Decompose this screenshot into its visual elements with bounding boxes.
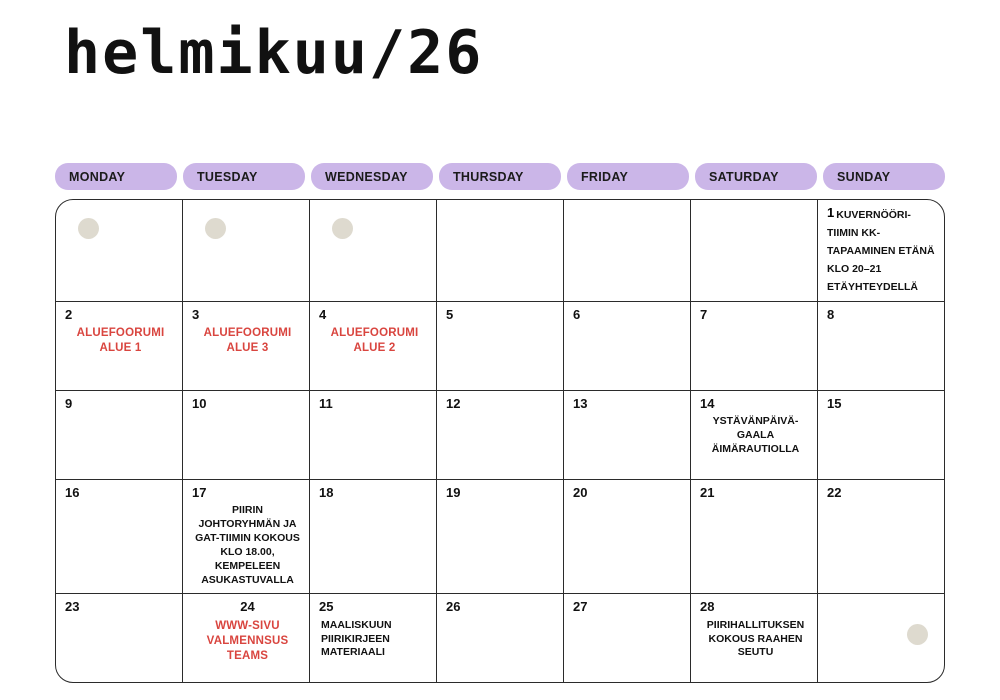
calendar-day-cell[interactable] xyxy=(818,200,944,301)
calendar-day-cell[interactable] xyxy=(183,391,310,479)
weekday-thursday: THURSDAY xyxy=(439,163,561,190)
calendar-day-cell[interactable] xyxy=(56,480,183,593)
calendar-week-row xyxy=(56,200,944,302)
calendar-grid xyxy=(55,199,945,683)
day-number: 23 xyxy=(65,599,80,615)
calendar-day-cell[interactable] xyxy=(310,200,437,301)
weekday-wednesday: WEDNESDAY xyxy=(311,163,433,190)
day-number: 13 xyxy=(573,396,588,411)
weekday-tuesday: TUESDAY xyxy=(183,163,305,190)
day-number: 8 xyxy=(827,307,835,322)
calendar-week-row xyxy=(56,302,944,391)
decorative-dot-icon xyxy=(78,218,99,239)
calendar-day-cell[interactable] xyxy=(818,302,944,390)
calendar-day-cell[interactable] xyxy=(691,480,818,593)
calendar-day-cell[interactable] xyxy=(183,302,310,390)
day-number: 12 xyxy=(446,396,461,411)
calendar-day-cell[interactable] xyxy=(56,391,183,479)
calendar-day-cell[interactable] xyxy=(183,594,310,682)
page-title: helmikuu/26 xyxy=(64,18,484,88)
weekday-friday: FRIDAY xyxy=(567,163,689,190)
calendar-day-cell[interactable] xyxy=(564,594,691,682)
day-event: WWW-SIVU VALMENNSUS TEAMS xyxy=(206,619,289,663)
day-event: YSTÄVÄNPÄIVÄ-GAALA ÄIMÄRAUTIOLLA xyxy=(711,415,800,456)
calendar-day-cell[interactable] xyxy=(437,200,564,301)
calendar-day-cell[interactable] xyxy=(310,480,437,593)
calendar-day-cell[interactable] xyxy=(691,302,818,390)
weekday-saturday: SATURDAY xyxy=(695,163,817,190)
day-event: PIIRIN JOHTORYHMÄN JA GAT-TIIMIN KOKOUS KLO 18.00, KEMPELEEN ASUKASTUVALLA xyxy=(195,504,300,586)
day-number: 24 xyxy=(240,599,255,615)
calendar-day-cell[interactable] xyxy=(691,200,818,301)
day-number: 15 xyxy=(827,396,842,411)
day-event: ALUEFOORUMI ALUE 1 xyxy=(76,327,165,355)
day-number: 14 xyxy=(700,396,715,411)
day-number: 19 xyxy=(446,485,461,500)
day-number: 1 xyxy=(827,205,835,220)
day-number: 26 xyxy=(446,599,461,615)
day-number: 2 xyxy=(65,307,73,322)
day-number: 25 xyxy=(319,599,334,615)
day-event: PIIRIHALLITUKSEN KOKOUS RAAHEN SEUTU xyxy=(706,618,805,659)
weekday-monday: MONDAY xyxy=(55,163,177,190)
calendar-day-cell[interactable] xyxy=(183,480,310,593)
calendar-day-cell[interactable] xyxy=(310,391,437,479)
weekday-sunday: SUNDAY xyxy=(823,163,945,190)
calendar-day-cell[interactable] xyxy=(437,302,564,390)
calendar-day-cell[interactable] xyxy=(56,302,183,390)
decorative-dot-icon xyxy=(205,218,226,239)
calendar-day-cell[interactable] xyxy=(564,480,691,593)
calendar-day-cell[interactable] xyxy=(437,480,564,593)
day-number: 9 xyxy=(65,396,73,411)
day-number: 20 xyxy=(573,485,588,500)
day-event: ALUEFOORUMI ALUE 3 xyxy=(203,327,292,355)
calendar-day-cell[interactable] xyxy=(310,302,437,390)
calendar-day-cell[interactable] xyxy=(56,200,183,301)
day-number: 5 xyxy=(446,307,454,322)
day-number: 10 xyxy=(192,396,207,411)
day-number: 4 xyxy=(319,307,327,322)
day-event: MAALISKUUN PIIRIKIRJEEN MATERIAALI xyxy=(321,618,392,659)
calendar-day-cell[interactable] xyxy=(183,200,310,301)
day-number: 22 xyxy=(827,485,842,500)
calendar-week-row xyxy=(56,480,944,594)
calendar-day-cell[interactable] xyxy=(564,302,691,390)
calendar-day-cell[interactable] xyxy=(564,391,691,479)
calendar-day-cell[interactable] xyxy=(818,594,944,682)
decorative-dot-icon xyxy=(332,218,353,239)
day-number: 21 xyxy=(700,485,715,500)
day-number: 28 xyxy=(700,599,715,615)
calendar-week-row xyxy=(56,391,944,480)
day-number: 11 xyxy=(319,396,333,411)
day-number: 3 xyxy=(192,307,200,322)
day-number: 7 xyxy=(700,307,708,322)
calendar-week-row xyxy=(56,594,944,682)
day-number: 18 xyxy=(319,485,334,500)
calendar-day-cell[interactable] xyxy=(310,594,437,682)
weekday-header-row xyxy=(55,163,945,190)
calendar-day-cell[interactable] xyxy=(56,594,183,682)
calendar-day-cell[interactable] xyxy=(437,391,564,479)
calendar-day-cell[interactable] xyxy=(691,594,818,682)
calendar-day-cell[interactable] xyxy=(818,391,944,479)
decorative-dot-icon xyxy=(907,624,928,645)
day-event: KUVERNÖÖRI-TIIMIN KK-TAPAAMINEN ETÄNÄ KLO 20–21 ETÄYHTEYDELLÄ xyxy=(827,209,935,293)
calendar-day-cell[interactable] xyxy=(437,594,564,682)
day-number: 17 xyxy=(192,485,207,500)
day-number: 6 xyxy=(573,307,581,322)
calendar-day-cell[interactable] xyxy=(564,200,691,301)
calendar xyxy=(55,163,945,683)
calendar-day-cell[interactable] xyxy=(818,480,944,593)
day-number: 16 xyxy=(65,485,80,500)
calendar-day-cell[interactable] xyxy=(691,391,818,479)
day-event: ALUEFOORUMI ALUE 2 xyxy=(330,327,419,355)
day-number: 27 xyxy=(573,599,588,615)
